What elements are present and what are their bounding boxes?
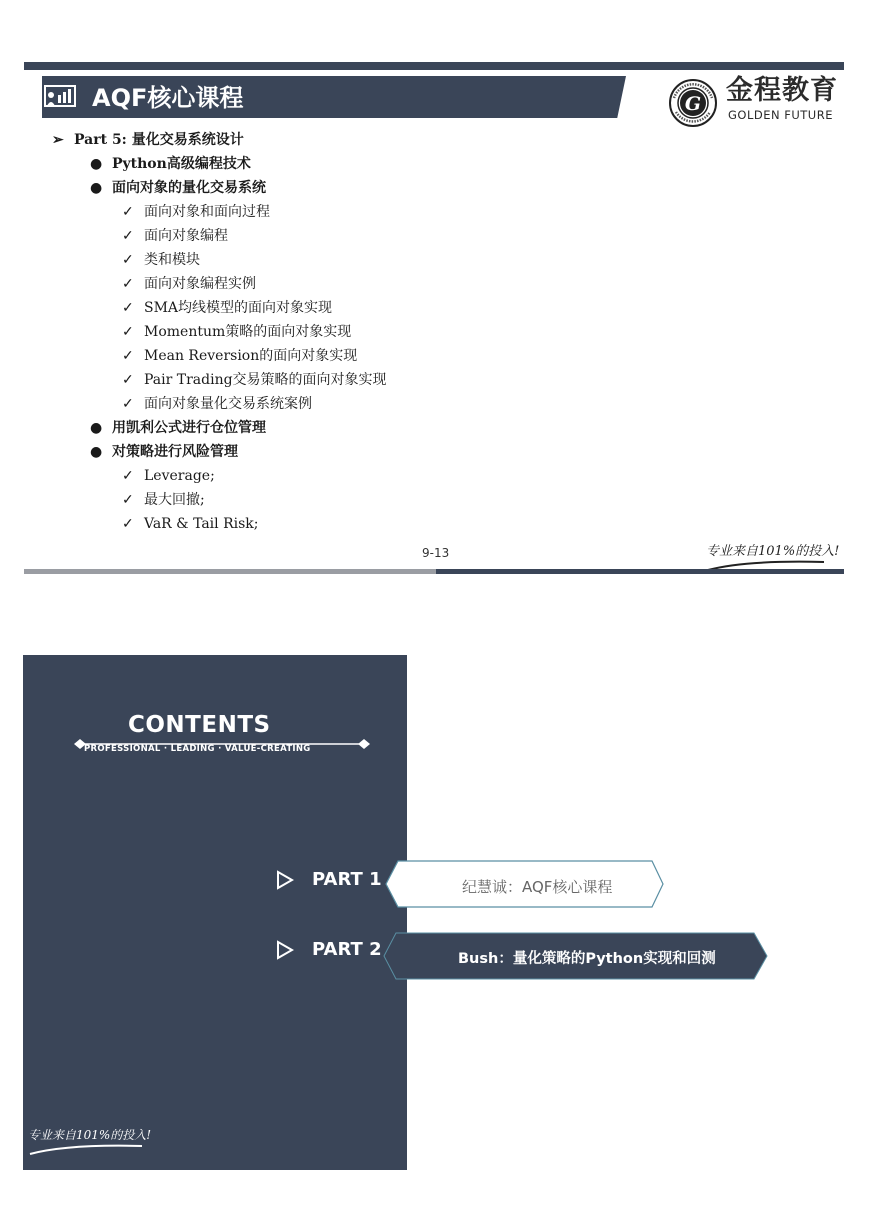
check-icon: ✓ <box>122 204 134 220</box>
play-outline-icon <box>276 870 294 890</box>
outline-text: SMA均线模型的面向对象实现 <box>144 300 333 316</box>
outline-item <box>122 202 270 222</box>
outline-text: 对策略进行风险管理 <box>112 444 238 460</box>
outline-item <box>122 490 205 510</box>
outline-item <box>122 466 215 486</box>
golden-future-seal-logo <box>668 78 718 128</box>
brand-name-en: GOLDEN FUTURE <box>728 108 833 122</box>
slide-title: AQF核心课程 <box>92 84 244 112</box>
outline-text: 类和模块 <box>144 252 200 268</box>
brand-name-cn: 金程教育 <box>726 75 838 106</box>
outline-item <box>122 322 351 342</box>
outline-text: Python高级编程技术 <box>112 156 251 172</box>
outline-item <box>122 274 256 294</box>
outline-text: 面向对象和面向过程 <box>144 204 270 220</box>
check-icon: ✓ <box>122 276 134 292</box>
part-2-topic: Bush：量化策略的Python实现和回测 <box>458 951 716 967</box>
outline-text: VaR & Tail Risk; <box>144 516 259 532</box>
outline-item <box>90 154 251 174</box>
part-2-label: PART 2 <box>312 939 382 960</box>
outline-item <box>52 130 244 150</box>
dot-bullet-icon: ● <box>90 180 103 196</box>
outline-item <box>122 298 332 318</box>
part-1-label: PART 1 <box>312 869 382 890</box>
slogan-underline-stroke <box>28 1140 144 1156</box>
check-icon: ✓ <box>122 300 134 316</box>
part-1-topic: 纪慧诚：AQF核心课程 <box>462 878 613 896</box>
outline-item <box>90 442 238 462</box>
outline-text: 面向对象编程实例 <box>144 276 256 292</box>
check-icon: ✓ <box>122 468 134 484</box>
outline-item <box>122 394 312 414</box>
outline-text: Mean Reversion的面向对象实现 <box>144 348 358 364</box>
dot-bullet-icon: ● <box>90 420 103 436</box>
contents-heading: CONTENTS <box>128 712 271 738</box>
outline-text: 面向对象量化交易系统案例 <box>144 396 312 412</box>
top-rule <box>24 62 844 70</box>
check-icon: ✓ <box>122 228 134 244</box>
slogan: 专业来自101%的投入! <box>706 544 840 559</box>
check-icon: ✓ <box>122 348 134 364</box>
outline-text: Momentum策略的面向对象实现 <box>144 324 352 340</box>
outline-text: Pair Trading交易策略的面向对象实现 <box>144 372 387 388</box>
slogan: 专业来自101%的投入! <box>28 1128 152 1142</box>
outline-text: 最大回撤; <box>144 492 205 508</box>
check-icon: ✓ <box>122 396 134 412</box>
check-icon: ✓ <box>122 324 134 340</box>
outline-item <box>90 178 266 198</box>
outline-item <box>122 514 258 534</box>
arrow-bullet-icon: ➢ <box>52 132 64 148</box>
outline-text: Part 5: 量化交易系统设计 <box>74 132 244 148</box>
outline-item <box>122 346 357 366</box>
footer-rule-navy <box>436 569 844 574</box>
dot-bullet-icon: ● <box>90 444 103 460</box>
outline-text: 用凯利公式进行仓位管理 <box>112 420 266 436</box>
page-number: 9-13 <box>422 546 450 560</box>
outline-text: 面向对象编程 <box>144 228 228 244</box>
contents-subheading: PROFESSIONAL · LEADING · VALUE-CREATING <box>84 744 311 754</box>
check-icon: ✓ <box>122 372 134 388</box>
dot-bullet-icon: ● <box>90 156 103 172</box>
outline-item <box>122 370 387 390</box>
check-icon: ✓ <box>122 492 134 508</box>
outline-text: Leverage; <box>144 468 215 484</box>
outline-item <box>122 250 200 270</box>
svg-text:G: G <box>684 93 702 115</box>
footer-rule-gray <box>24 569 436 574</box>
outline-text: 面向对象的量化交易系统 <box>112 180 266 196</box>
outline-item <box>122 226 228 246</box>
check-icon: ✓ <box>122 516 134 532</box>
check-icon: ✓ <box>122 252 134 268</box>
play-outline-icon <box>276 940 294 960</box>
presentation-icon <box>44 84 76 112</box>
outline-item <box>90 418 266 438</box>
